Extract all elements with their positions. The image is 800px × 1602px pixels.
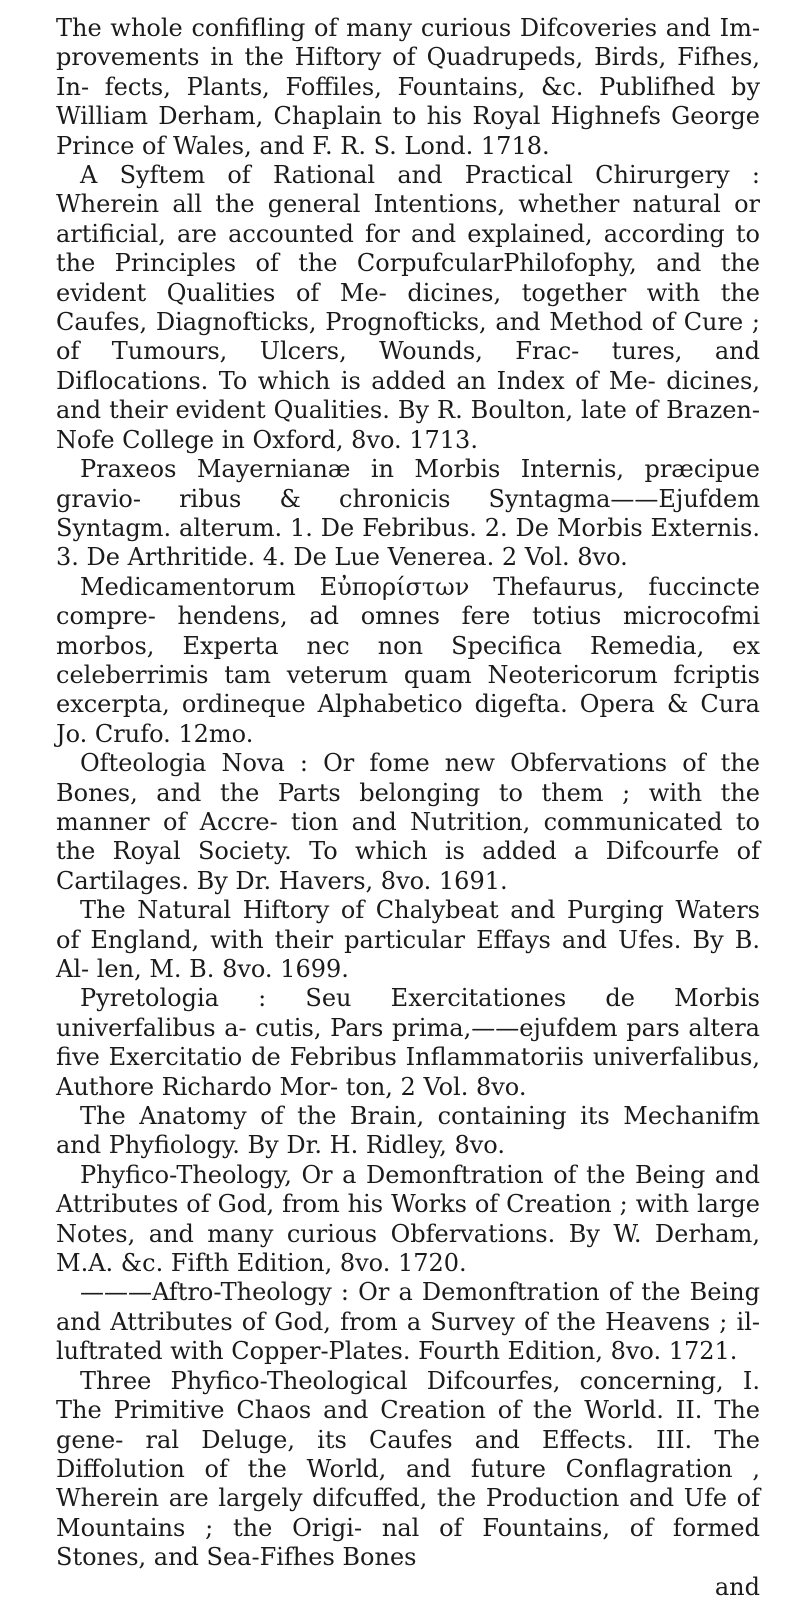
catalogue-entry: Pyretologia : Seu Exercitationes de Morbis univerfalibus a- cutis, Pars prima,——ejufdem pars altera five Exercitatio de Febribus Inflammatoriis univerfalibus, Authore Richardo Mor- ton, 2 Vol. 8vo. (56, 984, 760, 1101)
catalogue-entry: Medicamentorum Εὐπορίστων Thefaurus, fuccincte compre- hendens, ad omnes fere totius microcofmi morbos, Experta nec non Specifica Remedia, ex celeberrimis tam veterum quam Neotericorum fcriptis excerpta, ordineque Alphabetico digefta. Opera & Cura Jo. Crufo. 12mo. (56, 572, 760, 748)
catchword: and (714, 1572, 760, 1601)
catalogue-entry: A Syftem of Rational and Practical Chirurgery : Wherein all the general Intentions, whether natural or artificial, are accounted for and explained, according to the Principles of the CorpufcularPhilofophy, and the evident Qualities of Me- dicines, together with the Caufes, Diagnofticks, Prognofticks, and Method of Cure ; of Tumours, Ulcers, Wounds, Frac- tures, and Diflocations. To which is added an Index of Me- dicines, and their evident Qualities. By R. Boulton, late of Brazen-Nofe College in Oxford, 8vo. 1713. (56, 161, 760, 454)
catalogue-entry: Phyfico-Theology, Or a Demonftration of the Being and Attributes of God, from his Works of Creation ; with large Notes, and many curious Obfervations. By W. Derham, M.A. &c. Fifth Edition, 8vo. 1720. (56, 1160, 760, 1278)
catalogue-entry: The whole confifling of many curious Difcoveries and Im- provements in the Hiftory of Quadrupeds, Birds, Fifhes, In- fects, Plants, Foffiles, Fountains, &c. Publifhed by William Derham, Chaplain to his Royal Highnefs George Prince of Wales, and F. R. S. Lond. 1718. (56, 14, 760, 160)
catalogue-entry: Three Phyfico-Theological Difcourfes, concerning, I. The Primitive Chaos and Creation of the World. II. The gene- ral Deluge, its Caufes and Effects. III. The Diffolution of the World, and future Conflagration , Wherein are largely difcuffed, the Production and Ufe of Mountains ; the Origi- nal of Fountains, of formed Stones, and Sea-Fifhes Bones (56, 1366, 760, 1572)
catalogue-entry: The Natural Hiftory of Chalybeat and Purging Waters of England, with their particular Effays and Ufes. By B. Al- len, M. B. 8vo. 1699. (56, 896, 760, 983)
catalogue-entry: The Anatomy of the Brain, containing its Mechanifm and Phyfiology. By Dr. H. Ridley, 8vo. (56, 1102, 760, 1160)
catalogue-page (56, 14, 760, 1602)
catalogue-entry: Praxeos Mayernianæ in Morbis Internis, præcipue gravio- ribus & chronicis Syntagma——Ejufdem Syntagm. alterum. 1. De Febribus. 2. De Morbis Externis. 3. De Arthritide. 4. De Lue Venerea. 2 Vol. 8vo. (56, 455, 760, 572)
catalogue-entry: Ofteologia Nova : Or fome new Obfervations of the Bones, and the Parts belonging to them ; with the manner of Accre- tion and Nutrition, communicated to the Royal Society. To which is added a Difcourfe of Cartilages. By Dr. Havers, 8vo. 1691. (56, 749, 760, 895)
catalogue-entry: ———Aftro-Theology : Or a Demonftration of the Being and Attributes of God, from a Survey of the Heavens ; il- luftrated with Copper-Plates. Fourth Edition, 8vo. 1721. (56, 1278, 760, 1366)
